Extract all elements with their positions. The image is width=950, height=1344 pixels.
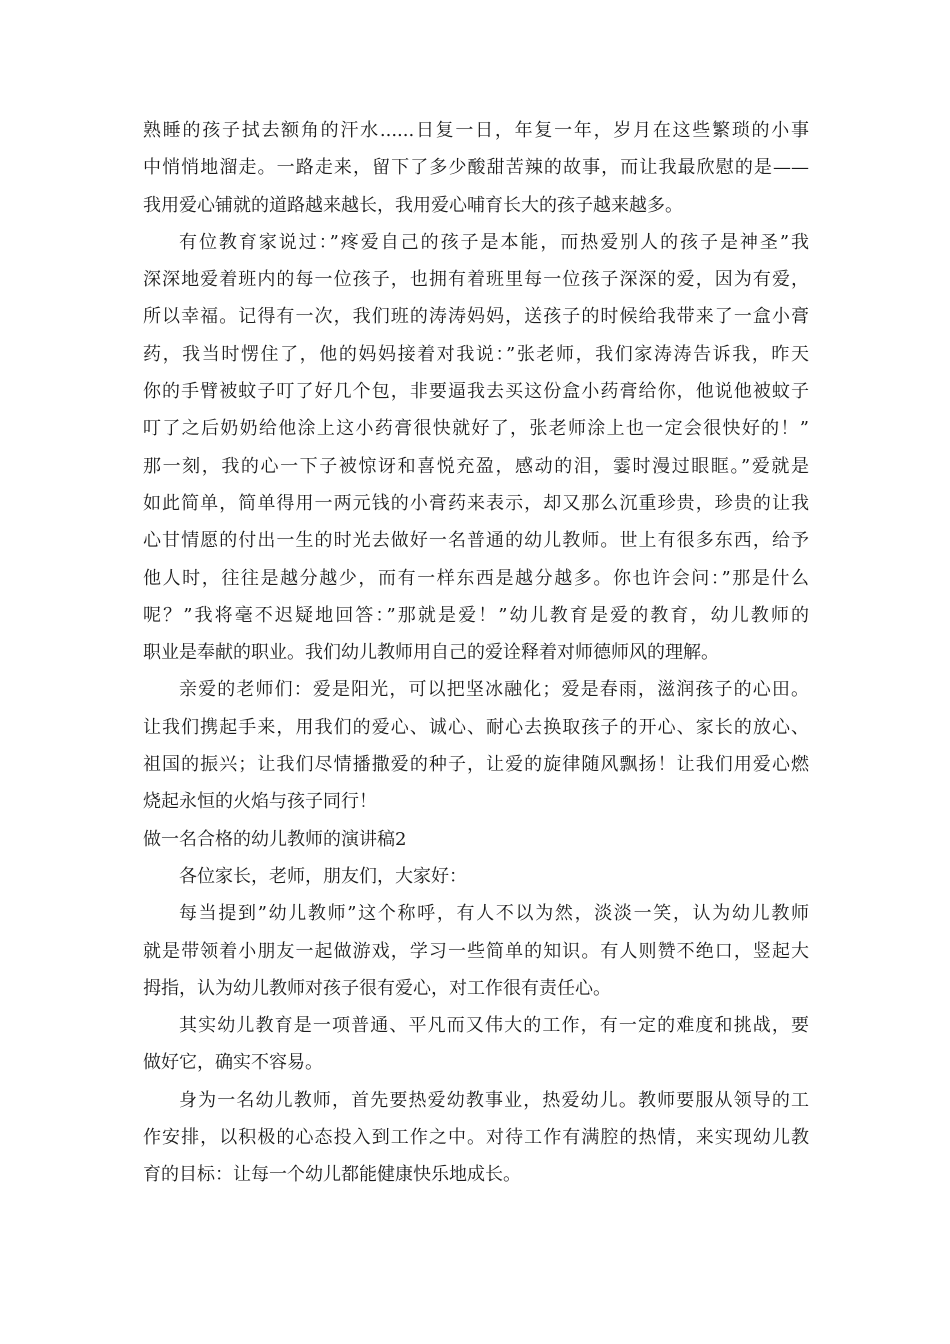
text-line: 中悄悄地溜走。一路走来，留下了多少酸甜苦辣的故事，而让我最欣慰的是—— [143, 157, 809, 179]
text-line: 育的目标：让每一个幼儿都能健康快乐地成长。 [143, 1164, 521, 1186]
text-line: 药，我当时愣住了，他的妈妈接着对我说：”张老师，我们家涛涛告诉我，昨天 [143, 343, 809, 365]
paragraph-first-line: 有位教育家说过：”疼爱自己的孩子是本能，而热爱别人的孩子是神圣”我 [179, 231, 809, 253]
paragraph-first-line: 亲爱的老师们：爱是阳光，可以把坚冰融化；爱是春雨，滋润孩子的心田。 [179, 679, 809, 701]
text-line: 如此简单，简单得用一两元钱的小膏药来表示，却又那么沉重珍贵，珍贵的让我 [143, 492, 809, 514]
text-line: 就是带领着小朋友一起做游戏，学习一些简单的知识。有人则赞不绝口，竖起大 [143, 940, 809, 962]
text-line: 叮了之后奶奶给他涂上这小药膏很快就好了，张老师涂上也一定会很快好的！” [143, 418, 809, 440]
text-line: 拇指，认为幼儿教师对孩子很有爱心，对工作很有责任心。 [143, 977, 611, 999]
text-line: 烧起永恒的火焰与孩子同行！ [143, 791, 377, 813]
text-line: 深深地爱着班内的每一位孩子，也拥有着班里每一位孩子深深的爱，因为有爱， [143, 269, 809, 291]
text-line: 祖国的振兴；让我们尽情播撒爱的种子，让爱的旋律随风飘扬！让我们用爱心燃 [143, 754, 809, 776]
text-line: 我用爱心铺就的道路越来越长，我用爱心哺育长大的孩子越来越多。 [143, 194, 683, 216]
text-line: 做好它，确实不容易。 [143, 1052, 323, 1074]
text-line: 熟睡的孩子拭去额角的汗水......日复一日，年复一年，岁月在这些繁琐的小事 [143, 120, 809, 141]
text-line: 你的手臂被蚊子叮了好几个包，非要逼我去买这份盒小药膏给你，他说他被蚊子 [143, 381, 809, 403]
paragraph-first-line: 其实幼儿教育是一项普通、平凡而又伟大的工作，有一定的难度和挑战，要 [179, 1015, 809, 1037]
text-line: 所以幸福。记得有一次，我们班的涛涛妈妈，送孩子的时候给我带来了一盒小膏 [143, 306, 809, 328]
text-line: 他人时，往往是越分越少，而有一样东西是越分越多。你也许会问：”那是什么 [143, 567, 809, 589]
text-line: 职业是奉献的职业。我们幼儿教师用自己的爱诠释着对师德师风的理解。 [143, 642, 719, 664]
text-line: 作安排，以积极的心态投入到工作之中。对待工作有满腔的热情，来实现幼儿教 [143, 1127, 809, 1149]
paragraph-first-line: 每当提到”幼儿教师”这个称呼，有人不以为然，淡淡一笑，认为幼儿教师 [179, 903, 809, 925]
paragraph-first-line: 身为一名幼儿教师，首先要热爱幼教事业，热爱幼儿。教师要服从领导的工 [179, 1089, 809, 1111]
greeting-line: 各位家长，老师，朋友们，大家好： [179, 865, 467, 887]
text-line: 心甘情愿的付出一生的时光去做好一名普通的幼儿教师。世上有很多东西，给予 [143, 530, 809, 552]
section-heading: 做一名合格的幼儿教师的演讲稿2 [143, 828, 407, 850]
text-line: 那一刻，我的心一下子被惊讶和喜悦充盈，感动的泪，霎时漫过眼眶。”爱就是 [143, 455, 809, 477]
text-line: 呢？”我将毫不迟疑地回答：”那就是爱！”幼儿教育是爱的教育，幼儿教师的 [143, 604, 809, 626]
text-line: 让我们携起手来，用我们的爱心、诚心、耐心去换取孩子的开心、家长的放心、 [143, 716, 809, 738]
document-page [143, 112, 809, 1194]
